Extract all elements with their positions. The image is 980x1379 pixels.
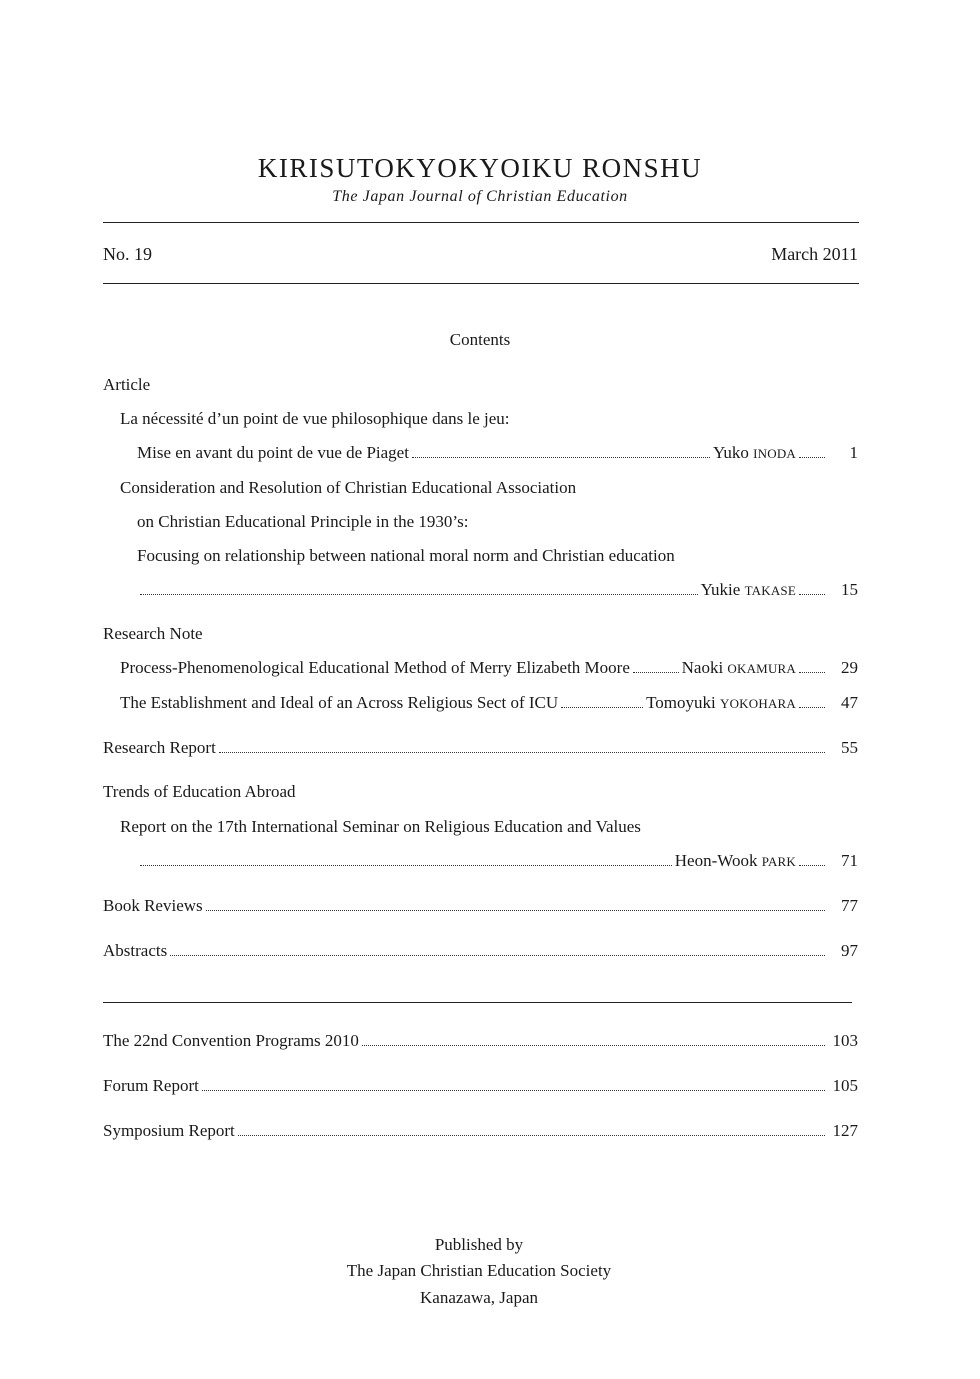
article-2-page: 15 [841,580,858,599]
dot-leader [362,1041,825,1046]
section-divider [103,1002,852,1003]
toc-entry-article-2[interactable] [137,580,858,600]
toc-entry-book-reviews[interactable] [103,896,858,916]
toc-entry-abstracts[interactable] [103,941,858,961]
section-heading-article: Article [103,375,151,394]
issue-date: March 2011 [771,244,858,264]
publisher-label: Published by [434,1235,524,1254]
article-2-author: Yukie TAKASE [700,580,796,599]
dot-leader [799,668,825,673]
research-note-2-title: The Establishment and Ideal of an Across Religious Sect of ICU [120,693,559,712]
dot-leader [799,703,825,708]
forum-page: 105 [832,1076,858,1095]
dot-leader [799,590,825,595]
research-note-1-page: 29 [841,658,858,677]
trends-1-title: Report on the 17th International Seminar on Religious Education and Values [120,817,641,836]
dot-leader [219,748,825,753]
article-1-author: Yuko INODA [712,443,796,462]
dot-leader [561,703,643,708]
dot-leader [799,453,825,458]
header-top-rule [103,222,859,223]
article-2-title-line2: on Christian Educational Principle in the 1930’s: [137,512,469,531]
toc-entry-research-note-2[interactable] [120,693,858,713]
journal-subtitle: The Japan Journal of Christian Education [332,188,628,205]
section-heading-convention: The 22nd Convention Programs 2010 [103,1031,359,1050]
article-2-title-line1: Consideration and Resolution of Christian Educational Association [120,478,577,497]
section-heading-trends: Trends of Education Abroad [103,782,296,801]
toc-entry-research-note-1[interactable] [120,658,858,678]
toc-entry-trends-1[interactable] [137,851,858,871]
research-note-1-author: Naoki OKAMURA [681,658,796,677]
trends-1-author: Heon-Wook PARK [674,851,796,870]
dot-leader [140,590,698,595]
article-1-page: 1 [849,443,858,462]
convention-page: 103 [832,1031,858,1050]
journal-title: KIRISUTOKYOKYOIKU RONSHU [257,153,703,183]
toc-entry-forum[interactable] [103,1076,858,1096]
dot-leader [202,1086,825,1091]
toc-entry-convention[interactable] [103,1031,858,1051]
publisher-location: Kanazawa, Japan [420,1288,538,1307]
section-heading-abstracts: Abstracts [103,941,168,960]
dot-leader [140,861,672,866]
article-1-title-line1: La nécessité d’un point de vue philosophique dans le jeu: [120,409,510,428]
dot-leader [206,906,825,911]
header-bottom-rule [103,283,859,284]
issue-number: No. 19 [103,244,152,264]
trends-1-page: 71 [841,851,858,870]
article-2-title-line3: Focusing on relationship between national moral norm and Christian education [137,546,675,565]
contents-heading: Contents [449,330,511,349]
dot-leader [633,668,679,673]
section-heading-book-reviews: Book Reviews [103,896,203,915]
section-heading-research-note: Research Note [103,624,203,643]
book-reviews-page: 77 [841,896,858,915]
section-heading-forum: Forum Report [103,1076,199,1095]
section-heading-symposium: Symposium Report [103,1121,235,1140]
dot-leader [170,951,825,956]
research-note-2-author: Tomoyuki YOKOHARA [646,693,796,712]
abstracts-page: 97 [841,941,858,960]
research-report-page: 55 [841,738,858,757]
toc-entry-article-1[interactable] [137,443,858,463]
symposium-page: 127 [832,1121,858,1140]
article-1-title-line2: Mise en avant du point de vue de Piaget [137,443,409,462]
section-heading-research-report: Research Report [103,738,216,757]
dot-leader [412,453,710,458]
research-note-2-page: 47 [841,693,858,712]
research-note-1-title: Process-Phenomenological Educational Method of Merry Elizabeth Moore [120,658,630,677]
toc-entry-symposium[interactable] [103,1121,858,1141]
dot-leader [238,1131,825,1136]
publisher-name: The Japan Christian Education Society [346,1261,612,1280]
dot-leader [799,861,825,866]
toc-entry-research-report[interactable] [103,738,858,758]
